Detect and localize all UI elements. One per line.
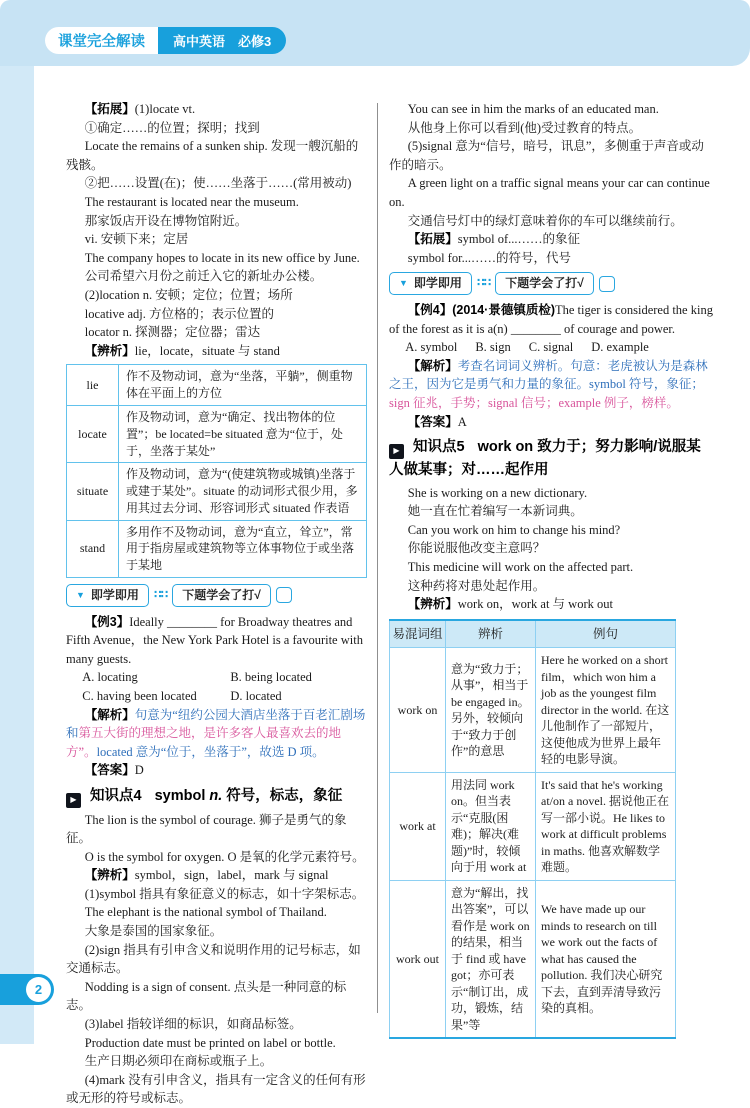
kp-word: work on [477,439,534,456]
kp-title: 致力于；努力影响/说服某人做某事；对……起作用 [389,439,701,478]
option-c: C. having been located [82,689,197,704]
compare-label: 【辨析】 [407,597,458,612]
answer-value: D [134,763,144,778]
table-header-analysis: 辨析 [446,620,536,648]
table-row [67,405,367,462]
practice-banner-label: 即学即用 [413,276,462,291]
table-header-row [390,620,676,648]
definition-line: vi. 安顿下来；定居 [84,232,189,247]
english-example: You can see in him the marks of an educated man. [407,102,659,116]
definition-line: ①确定……的位置；探明；找到 [84,120,260,135]
chinese-translation: 大象是泰国的国家象征。 [84,924,223,939]
example3-options-row [66,668,367,687]
english-example: The lion is the symbol of courage. 狮子是勇气的象征。 [66,812,347,846]
analysis-text: sign 征兆，手势；signal 信号；example 例子，榜样。 [389,395,679,410]
compare-heading [389,595,715,614]
practice-banner-left [389,272,472,295]
chinese-translation: 你能说服他改变主意吗？ [407,541,546,556]
analysis-text: located 意为“位于，坐落于”，故选 D 项。 [96,744,325,759]
play-icon: ▶ [389,444,404,459]
definition-line: (4)mark 没有引申含义，指具有一定含义的任何有形或无形的符号或标志。 [66,1072,366,1106]
definition-line: ②把……设置(在)；使……坐落于……(常用被动) [84,176,352,191]
expand-text: symbol of...……的象征 [457,232,580,247]
compare-text: symbol，sign，label，mark 与 signal [134,868,329,883]
kp-word: symbol [154,788,206,805]
left-column [66,100,367,1108]
column-divider [377,103,378,1013]
knowledge-point-5-heading [389,436,715,481]
table-cell-note: 意为“致力于；从事”，相当于 be engaged in。另外，较倾向于“致力于创作”的意思 [446,648,536,773]
work-phrases-table [389,619,676,1040]
table-header-phrase: 易混词组 [390,620,446,648]
analysis-label: 【解析】 [407,358,458,373]
practice-banner-right: 下题学会了打√ [172,584,271,607]
expand-label: 【拓展】 [84,102,135,116]
practice-banner [389,272,715,295]
definition-line: locator n. 探测器；定位器；雷达 [84,325,261,340]
answer-label: 【答案】 [84,763,135,778]
english-example: Locate the remains of a sunken ship. 发现一艘沉船的残骸。 [66,139,359,172]
table-cell-desc: 作及物动词，意为“(使建筑物或城镇)坐落于或建于某处”。situate 的动词形式很少用，多用其过去分词、形容词形式 situated 作表语 [119,463,367,520]
practice-checkbox [276,587,292,603]
play-icon: ▶ [66,793,81,808]
chinese-translation: 生产日期必须印在商标或瓶子上。 [84,1054,273,1069]
chinese-translation: 那家饭店开设在博物馆附近。 [84,213,248,228]
analysis-text: 第五大街的理想之地，是许多客人最喜欢去的地方”。 [66,726,342,759]
page-number: 2 [26,977,51,1002]
english-example: She is working on a new dictionary. [407,485,588,500]
page-number-tab [0,974,54,1005]
expand-heading [66,100,367,119]
example4-question [389,301,715,338]
answer-value: A [457,414,467,429]
option-d: D. example [591,340,649,355]
example4-text: The tiger is considered the king of the forest as it is a(n) ________ of courage and power. [389,302,713,336]
practice-banner-left [66,584,149,607]
definition-line: (2)sign 指具有引申含义和说明作用的记号标志，如交通标志。 [66,942,361,976]
table-row [67,520,367,577]
example3-label: 【例3】 [84,614,130,629]
table-cell-example: Here he worked on a short film，which won him a job as the youngest film director in the world. 在这儿他制作了一部短片，这使他成为世界上最年轻的电影导演。 [536,648,676,773]
example4-options-row [389,338,715,357]
example4-analysis [389,357,715,413]
option-d: D. located [230,689,282,704]
kp-number: 知识点4 [90,788,142,805]
option-c: C. signal [528,340,574,355]
triangle-down-icon: ▼ [399,278,408,289]
right-column [389,100,715,1044]
definition-line: (1)symbol 指具有象征意义的标志，如十字架标志。 [84,886,365,901]
table-cell-term: lie [67,365,119,406]
english-example: Nodding is a sign of consent. 点头是一种同意的标志。 [66,979,347,1013]
brand-badge: 课堂完全解读 [45,27,158,54]
table-cell-example: It's said that he's working at/on a novel. 据说他正在写一部小说。He likes to work at difficult problems in maths. 他喜欢解数学难题。 [536,772,676,880]
connector-dots-icon: ∷∷ [476,277,491,290]
definition-line: locative adj. 方位格的；表示位置的 [84,306,274,321]
example3-answer [66,761,367,780]
english-example: The company hopes to locate in its new office by June. [84,250,360,265]
expand-label: 【拓展】 [407,232,458,247]
triangle-down-icon: ▼ [76,590,85,601]
option-a: A. locating [82,670,138,685]
english-example: This medicine will work on the affected part. [407,559,634,574]
kp-number: 知识点5 [413,439,465,456]
table-cell-term: work out [390,880,446,1038]
english-example: A green light on a traffic signal means your car can continue on. [389,176,710,209]
example4-source: (2014·景德镇质检) [452,302,555,317]
definition-line: (5)signal 意为“信号，暗号，讯息”，多侧重于声音或动作的暗示。 [389,139,704,172]
table-cell-desc: 作不及物动词，意为“坐落，平躺”，侧重物体在平面上的方位 [119,365,367,406]
practice-checkbox [599,276,615,292]
table-cell-term: situate [67,463,119,520]
verb-compare-table [66,364,367,578]
compare-heading [66,866,367,885]
compare-label: 【辨析】 [84,343,135,358]
table-row [67,463,367,520]
subject-badge: 高中英语 必修3 [158,27,286,54]
chinese-translation: 她一直在忙着编写一本新词典。 [407,504,583,519]
table-row [390,772,676,880]
definition-line: (2)location n. 安顿；定位；位置；场所 [84,287,293,302]
table-cell-term: stand [67,520,119,577]
connector-dots-icon: ∷∷ [153,589,168,602]
example3-options-row [66,687,367,706]
kp-title: 符号，标志，象征 [226,788,343,805]
definition-line: (3)label 指较详细的标识，如商品标签。 [84,1017,302,1032]
practice-banner-right: 下题学会了打√ [495,272,594,295]
header-capsule [45,27,286,54]
expand-text: (1)locate vt. [134,102,196,116]
chinese-translation: 公司希望六月份之前迁入它的新址办公楼。 [84,269,323,284]
analysis-text: 考查名词词义辨析。句意：老虎被认为是森林之王，因为它是勇气和力量的象征。symbol 符号，象征； [389,358,708,392]
chinese-translation: 这种药将对患处起作用。 [407,578,546,593]
english-example: Production date must be printed on label or bottle. [84,1035,336,1050]
analysis-text: 句意为“纽约公园大酒店坐落于百老汇剧场和 [66,707,366,741]
analysis-label: 【解析】 [84,707,135,722]
kp-pos: n. [209,788,223,805]
option-b: B. being located [230,670,312,685]
table-cell-term: locate [67,405,119,462]
left-margin-stripe [0,66,34,1044]
compare-label: 【辨析】 [84,868,135,883]
expand-line: symbol for...……的符号，代号 [407,250,571,265]
english-example: The restaurant is located near the museum. [84,194,299,209]
table-cell-desc: 多用作不及物动词，意为“直立，耸立”，常用于指房屋或建筑物等立体事物位于或坐落于某地 [119,520,367,577]
table-cell-term: work at [390,772,446,880]
table-cell-example: We have made up our minds to research on till we work out the facts of what has caused the pollution. 我们决心研究下去，直到弄清导致污染的真相。 [536,880,676,1038]
knowledge-point-4-heading [66,785,367,808]
chinese-translation: 交通信号灯中的绿灯意味着你的车可以继续前行。 [407,213,683,228]
example3-question [66,613,367,669]
compare-heading [66,342,367,361]
practice-banner-label: 即学即用 [90,588,139,603]
example3-analysis [66,706,367,762]
expand-heading [389,230,715,249]
example4-label: 【例4】 [407,302,453,317]
chinese-translation: 从他身上你可以看到(他)受过教育的特点。 [407,120,642,135]
table-cell-note: 用法同 work on。但当表示“克服(困难)；解决(难题)”时，较倾向于用 work at [446,772,536,880]
option-a: A. symbol [405,340,458,355]
table-cell-note: 意为“解出，找出答案”，可以看作是 work on 的结果，相当于 find 或 have got；亦可表示“制订出，成功，锻炼，结果”等 [446,880,536,1038]
option-b: B. sign [475,340,511,355]
english-example: Can you work on him to change his mind? [407,522,621,537]
table-header-example: 例句 [536,620,676,648]
table-cell-term: work on [390,648,446,773]
table-row [390,880,676,1038]
practice-banner [66,584,367,607]
table-row [67,365,367,406]
english-example: The elephant is the national symbol of Thailand. [84,905,327,920]
example3-text: Ideally ________ for Broadway theatres and Fifth Avenue，the New York Park Hotel is a favourite with many guests. [66,614,363,666]
table-row [390,648,676,773]
example4-answer [389,413,715,432]
compare-text: work on，work at 与 work out [457,597,613,612]
compare-text: lie，locate，situate 与 stand [134,343,280,358]
english-example: O is the symbol for oxygen. O 是氧的化学元素符号。 [84,849,365,864]
answer-label: 【答案】 [407,414,458,429]
table-cell-desc: 作及物动词，意为“确定、找出物体的位置”；be located=be situated 意为“位于，处于，坐落于某处” [119,405,367,462]
